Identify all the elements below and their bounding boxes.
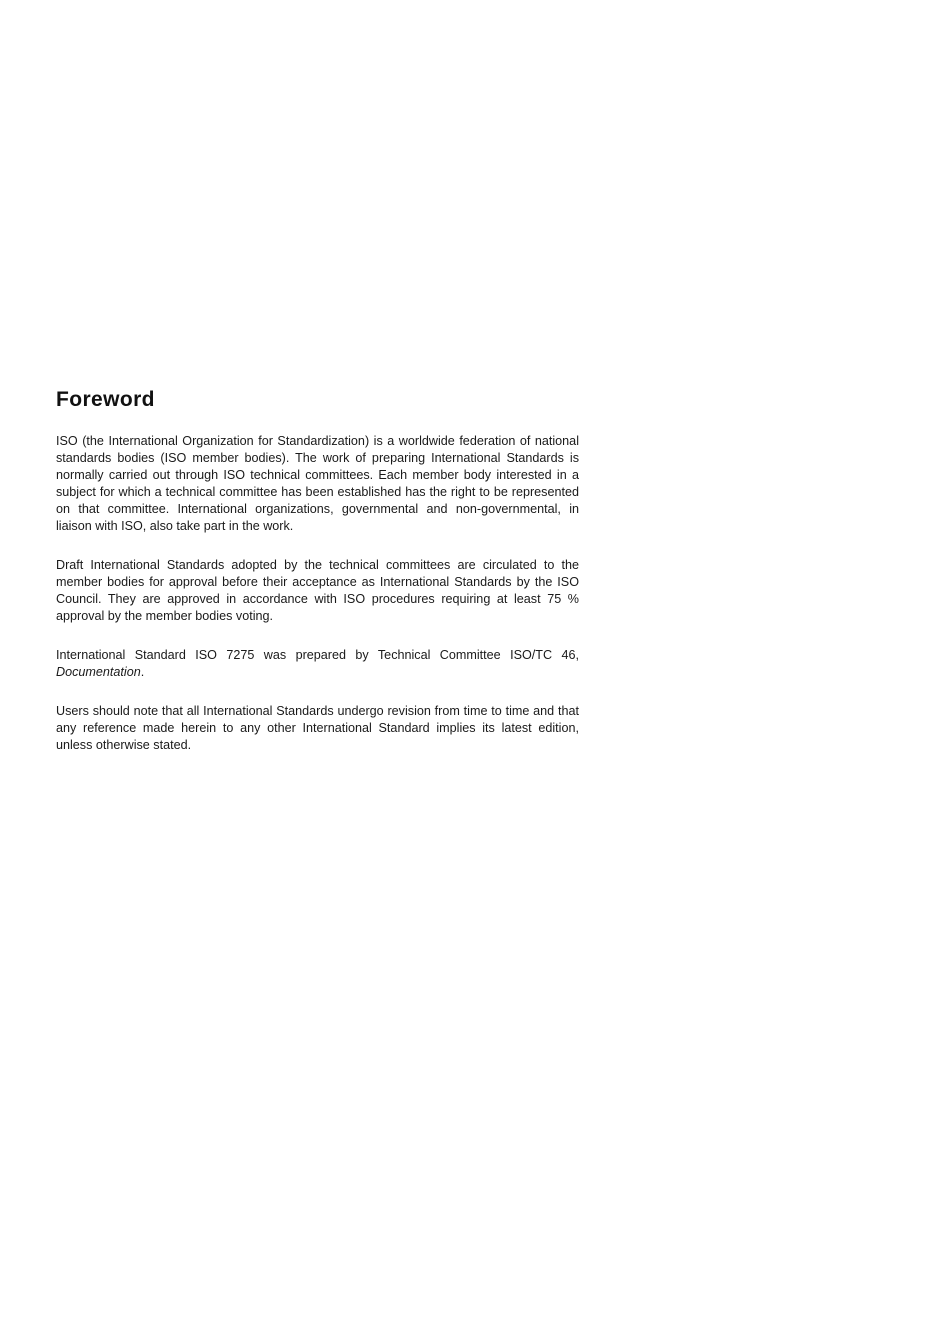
foreword-title: Foreword [56, 388, 155, 411]
foreword-paragraph-iso-description: ISO (the International Organization for Standardization) is a worldwide federation of national standards bodies (ISO member bodies). The work of preparing International Standards is normally carried out through ISO technical committees. Each member body interested in a subject for which a technical committee has been established has the right to be represented on that committee. International organizations, governmental and non-governmental, in liaison with ISO, also take part in the work. [56, 434, 579, 533]
foreword-section [56, 386, 579, 754]
foreword-paragraph-preparation [56, 647, 579, 681]
preparation-text: International Standard ISO 7275 was prepared by Technical Committee ISO/TC 46, [56, 648, 579, 663]
foreword-paragraph-revision-note: Users should note that all International Standards undergo revision from time to time and that any reference made herein to any other International Standard implies its latest edition, unless otherwise stated. [56, 703, 579, 752]
committee-title: Documentation [56, 664, 141, 679]
foreword-paragraph-draft-standards: Draft International Standards adopted by the technical committees are circulated to the member bodies for approval before their acceptance as International Standards by the ISO Council. They are approved in accordance with ISO procedures requiring at least 75 % approval by the member bodies voting. [56, 558, 579, 624]
preparation-period: . [140, 664, 145, 679]
